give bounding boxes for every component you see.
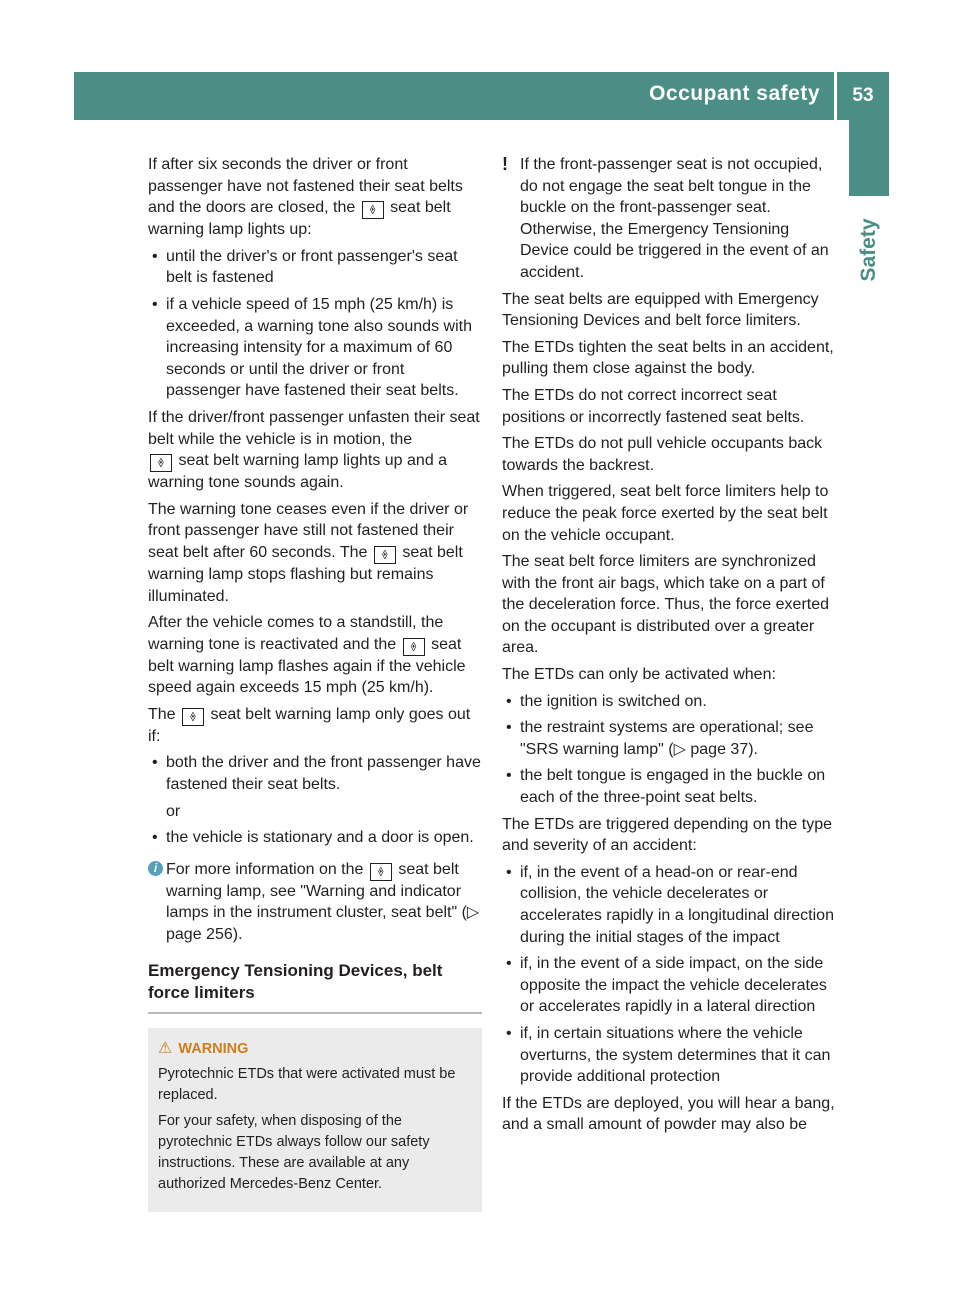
section-tab-label-container <box>850 200 888 300</box>
paragraph: When triggered, seat belt force limiters help to reduce the peak force exerted by the seat belt on the vehicle occupant. <box>502 483 829 544</box>
paragraph: If the ETDs are deployed, you will hear a bang, and a small amount of powder may also be <box>502 1094 835 1134</box>
paragraph: The 🞠 seat belt warning lamp only goes out if: <box>148 705 471 745</box>
exclamation-icon: ! <box>502 154 508 174</box>
section-tab-label: Safety <box>857 218 880 282</box>
list-item: • the ignition is switched on. <box>502 691 836 713</box>
list-item: • the restraint systems are operational; see "SRS warning lamp" (▷ page 37). <box>502 717 836 760</box>
paragraph: If the driver/front passenger unfasten their seat belt while the vehicle is in motion, the 🞠 seat belt warning lamp lights up and a warning tone sounds again. <box>148 408 480 492</box>
list-item: • the vehicle is stationary and a door is open. <box>148 827 482 849</box>
section-tab <box>849 120 889 196</box>
paragraph: The warning tone ceases even if the driver or front passenger have still not fastened their seat belt after 60 seconds. The 🞠 seat belt warning lamp stops flashing but remains illuminated. <box>148 500 469 605</box>
seatbelt-icon: 🞠 <box>403 638 425 656</box>
paragraph: The ETDs are triggered depending on the type and severity of an accident: <box>502 815 832 855</box>
warning-triangle-icon: ⚠ <box>158 1039 173 1057</box>
paragraph: If after six seconds the driver or front passenger have not fastened their seat belts and the doors are closed, the 🞠 seat belt warning lamp lights up: <box>148 156 463 239</box>
seatbelt-icon: 🞠 <box>370 863 392 881</box>
list-item: • both the driver and the front passenger have fastened their seat belts. <box>148 752 482 795</box>
list-item: • if, in certain situations where the vehicle overturns, the system determines that it can provide additional protection <box>502 1023 836 1088</box>
list-item: • if a vehicle speed of 15 mph (25 km/h) is exceeded, a warning tone also sounds with increasing intensity for a maximum of 60 seconds or until the driver or front passenger have fastened their seat belts. <box>148 294 482 402</box>
seatbelt-icon: 🞠 <box>150 454 172 472</box>
info-note: i For more information on the 🞠 seat belt warning lamp, see "Warning and indicator lamps in the instrument cluster, seat belt" (▷ page 256). <box>148 859 482 946</box>
conjunction-text: or <box>166 802 181 820</box>
paragraph: The ETDs do not correct incorrect seat positions or incorrectly fastened seat belts. <box>502 386 805 426</box>
warning-text: Pyrotechnic ETDs that were activated must be replaced. <box>158 1065 456 1103</box>
seatbelt-icon: 🞠 <box>182 708 204 726</box>
divider <box>148 1012 482 1014</box>
warning-text: For your safety, when disposing of the pyrotechnic ETDs always follow our safety instructions. These are available at any authorized Mercedes-Benz Center. <box>158 1112 430 1192</box>
warning-box <box>148 1028 482 1212</box>
list-item: • if, in the event of a side impact, on the side opposite the impact the vehicle decelerates or accelerates rapidly in a lateral direction <box>502 953 836 1018</box>
page-header-title: Occupant safety <box>649 82 820 105</box>
warning-title: WARNING <box>178 1040 249 1057</box>
paragraph: The ETDs do not pull vehicle occupants back towards the backrest. <box>502 435 823 474</box>
section-heading: Emergency Tensioning Devices, belt force limiters <box>148 960 443 1002</box>
paragraph: The ETDs tighten the seat belts in an accident, pulling them close against the body. <box>502 338 834 378</box>
list-item: • if, in the event of a head-on or rear-end collision, the vehicle decelerates or accelerates rapidly in a longitudinal direction during the initial stages of the impact <box>502 862 836 948</box>
paragraph: The ETDs can only be activated when: <box>502 666 776 684</box>
warning-header <box>158 1038 472 1060</box>
caution-note: ! If the front-passenger seat is not occupied, do not engage the seat belt tongue in the buckle on the front-passenger seat. Otherwise, the Emergency Tensioning Device could be triggered in the event of an accident. <box>502 154 829 281</box>
paragraph: The seat belt force limiters are synchronized with the front air bags, which take on a part of the deceleration force. Thus, the force exerted on the occupant is distributed over a greater area. <box>502 553 830 657</box>
list-item: • until the driver's or front passenger's seat belt is fastened <box>148 246 482 289</box>
left-column <box>148 154 482 1212</box>
seatbelt-icon: 🞠 <box>374 546 396 564</box>
seatbelt-icon: 🞠 <box>362 201 384 219</box>
list-item: • the belt tongue is engaged in the buckle on each of the three-point seat belts. <box>502 765 836 808</box>
page-number: 53 <box>837 72 889 120</box>
paragraph: After the vehicle comes to a standstill, the warning tone is reactivated and the 🞠 seat belt warning lamp flashes again if the vehicle speed again exceeds 15 mph (25 km/h). <box>148 614 466 697</box>
right-column <box>502 154 836 1141</box>
info-icon: i <box>148 861 163 876</box>
header-bar <box>74 72 834 120</box>
paragraph: The seat belts are equipped with Emergency Tensioning Devices and belt force limiters. <box>502 290 819 330</box>
